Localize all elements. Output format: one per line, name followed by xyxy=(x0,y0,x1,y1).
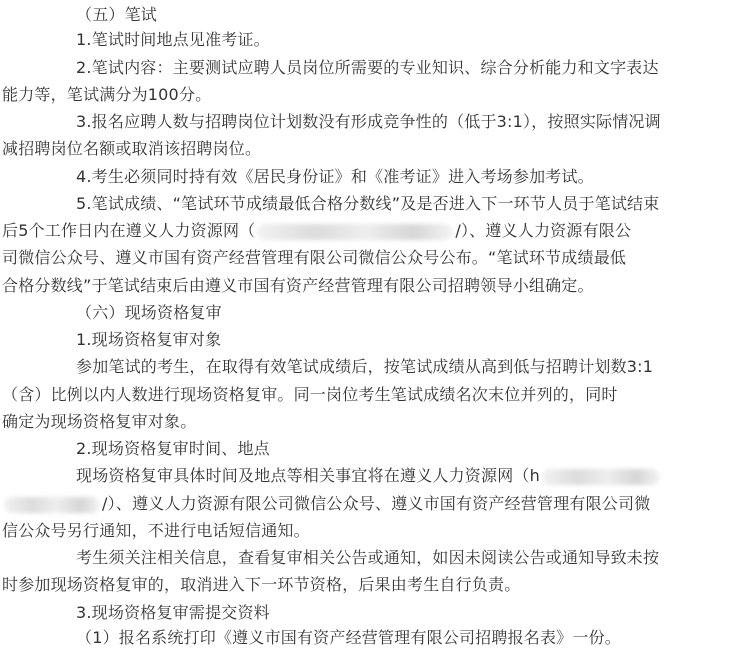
line-text: 3.报名应聘人数与招聘岗位计划数没有形成竞争性的（低于3:1），按照实际情况调 xyxy=(76,112,661,131)
line-text: 1.笔试时间地点见准考证。 xyxy=(76,30,270,49)
line-text: 2.现场资格复审时间、地点 xyxy=(76,439,270,458)
section-heading-onsite-review xyxy=(76,300,222,326)
line-text: 合格分数线”于笔试结束后由遵义市国有资产经营管理有限公司招聘领导小组确定。 xyxy=(2,276,594,295)
paragraph-line xyxy=(2,245,626,271)
redacted-url xyxy=(542,469,660,485)
paragraph-line xyxy=(2,382,618,408)
paragraph-line xyxy=(76,463,662,489)
paragraph-line xyxy=(76,354,653,380)
line-text: 能力等，笔试满分为100分。 xyxy=(2,85,212,104)
paragraph-line xyxy=(2,409,196,435)
line-text: 4.考生必须同时持有效《居民身份证》和《准考证》进入考场参加考试。 xyxy=(76,167,594,186)
paragraph-line xyxy=(76,27,270,53)
line-text: 减招聘岗位名额或取消该招聘岗位。 xyxy=(2,139,262,158)
paragraph-line xyxy=(2,572,520,598)
line-text: 确定为现场资格复审对象。 xyxy=(2,412,197,431)
line-text-before-redaction: 现场资格复审具体时间及地点等相关事宜将在遵义人力资源网（h xyxy=(76,466,540,485)
paragraph-line xyxy=(76,545,659,571)
paragraph-line xyxy=(76,625,621,651)
paragraph-line xyxy=(2,82,211,108)
line-text: （1）报名系统打印《遵义市国有资产经营管理有限公司招聘报名表》一份。 xyxy=(76,628,621,647)
line-text: 1.现场资格复审对象 xyxy=(76,330,222,349)
paragraph-line xyxy=(2,136,261,162)
line-text: 参加笔试的考生，在取得有效笔试成绩后，按笔试成绩从高到低与招聘计划数3:1 xyxy=(76,357,654,376)
line-text-after-redaction: /）、遵义人力资源有限公 xyxy=(455,221,632,240)
paragraph-line xyxy=(76,436,270,462)
paragraph-line xyxy=(2,218,631,244)
line-text: 3.现场资格复审需提交资料 xyxy=(76,603,270,622)
line-text: 司微信公众号、遵义市国有资产经营管理有限公司微信公众号公布。“笔试环节成绩最低 xyxy=(2,248,627,267)
paragraph-line xyxy=(2,518,310,544)
section-heading-written-exam xyxy=(76,2,157,28)
paragraph-line xyxy=(2,491,650,517)
line-text: 时参加现场资格复审的，取消进入下一环节资格，后果由考生自行负责。 xyxy=(2,575,521,594)
line-text: （含）比例以内人数进行现场资格复审。同一岗位考生笔试成绩名次末位并列的，同时 xyxy=(2,385,618,404)
paragraph-line xyxy=(76,600,270,626)
line-text-before-redaction: 后5个工作日内在遵义人力资源网（ xyxy=(2,221,256,240)
line-text: 2.笔试内容：主要测试应聘人员岗位所需要的专业知识、综合分析能力和文字表达 xyxy=(76,58,659,77)
paragraph-line xyxy=(2,273,594,299)
paragraph-line xyxy=(76,164,594,190)
paragraph-line xyxy=(76,327,221,353)
paragraph-line xyxy=(76,55,659,81)
line-text: （五）笔试 xyxy=(76,5,158,24)
paragraph-line xyxy=(76,191,659,217)
paragraph-line xyxy=(76,109,661,135)
line-text: （六）现场资格复审 xyxy=(76,303,222,322)
line-text: 考生须关注相关信息，查看复审相关公告或通知，如因未阅读公告或通知导致未按 xyxy=(76,548,660,567)
line-text-after-redaction: /）、遵义人力资源有限公司微信公众号、遵义市国有资产经营管理有限公司微 xyxy=(102,494,651,513)
redacted-url xyxy=(4,497,100,513)
line-text: 信公众号另行通知，不进行电话短信通知。 xyxy=(2,521,310,540)
line-text: 5.笔试成绩、“笔试环节成绩最低合格分数线”及是否进入下一环节人员于笔试结束 xyxy=(76,194,660,213)
redacted-url xyxy=(257,224,453,240)
